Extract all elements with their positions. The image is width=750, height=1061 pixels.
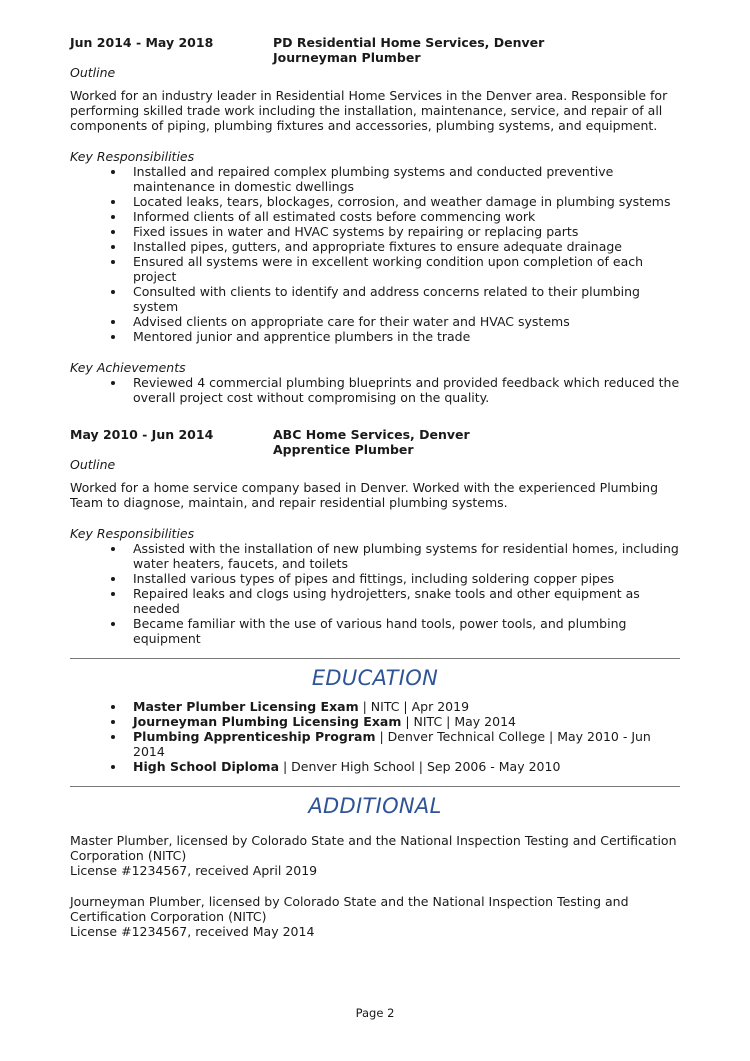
list-item: Fixed issues in water and HVAC systems by repairing or replacing parts <box>133 224 680 239</box>
list-item: Installed various types of pipes and fittings, including soldering copper pipes <box>133 571 680 586</box>
education-detail: | NITC | Apr 2019 <box>358 699 470 714</box>
education-section <box>70 658 680 774</box>
list-item: Consulted with clients to identify and address concerns related to their plumbing system <box>133 284 680 314</box>
section-divider <box>70 658 680 659</box>
job-org-block <box>273 427 680 457</box>
job-outline: Worked for a home service company based in Denver. Worked with the experienced Plumbing Team to diagnose, maintain, and repair residential plumbing systems. <box>70 480 659 510</box>
license-description: Master Plumber, licensed by Colorado State and the National Inspection Testing and Certification Corporation (NITC) <box>70 833 677 863</box>
education-name: High School Diploma <box>133 759 280 774</box>
job-header <box>70 35 680 65</box>
list-item: Advised clients on appropriate care for their water and HVAC systems <box>133 314 680 329</box>
responsibilities-list <box>70 541 680 646</box>
education-detail: | Denver High School | Sep 2006 - May 2010 <box>279 759 561 774</box>
list-item: Installed pipes, gutters, and appropriate fixtures to ensure adequate drainage <box>133 239 680 254</box>
achievements-list <box>70 375 680 405</box>
education-detail: | Denver Technical College | May 2010 - Jun 2014 <box>133 729 651 759</box>
education-detail: | NITC | May 2014 <box>401 714 516 729</box>
section-divider <box>70 786 680 787</box>
education-name: Journeyman Plumbing Licensing Exam <box>133 714 402 729</box>
education-name: Plumbing Apprenticeship Program <box>133 729 376 744</box>
list-item: Mentored junior and apprentice plumbers in the trade <box>133 329 680 344</box>
list-item: Informed clients of all estimated costs before commencing work <box>133 209 680 224</box>
license-number: License #1234567, received May 2014 <box>70 924 315 939</box>
job-dates: May 2010 - Jun 2014 <box>70 427 214 442</box>
license-description: Journeyman Plumber, licensed by Colorado State and the National Inspection Testing and Certification Corporation (NITC) <box>70 894 629 924</box>
job-entry-2 <box>70 427 680 646</box>
page-number: Page 2 <box>355 1006 395 1020</box>
list-item: Located leaks, tears, blockages, corrosion, and weather damage in plumbing systems <box>133 194 680 209</box>
list-item: Repaired leaks and clogs using hydrojetters, snake tools and other equipment as needed <box>133 586 680 616</box>
job-title: Journeyman Plumber <box>273 50 421 65</box>
job-title: Apprentice Plumber <box>273 442 414 457</box>
additional-entry-2 <box>70 894 680 939</box>
list-item: Installed and repaired complex plumbing systems and conducted preventive maintenance in domestic dwellings <box>133 164 680 194</box>
job-header <box>70 427 680 457</box>
achievements-label: Key Achievements <box>70 360 186 375</box>
job-outline: Worked for an industry leader in Residential Home Services in the Denver area. Responsible for performing skilled trade work including the installation, maintenance, service, and repair of all components of piping, plumbing fixtures and accessories, plumbing systems, and equipment. <box>70 88 668 133</box>
resume-page <box>70 35 680 939</box>
list-item: Ensured all systems were in excellent working condition upon completion of each project <box>133 254 680 284</box>
additional-heading: ADDITIONAL <box>308 794 442 818</box>
education-list <box>70 699 680 774</box>
list-item <box>133 699 680 714</box>
job-org-block <box>273 35 680 65</box>
job-company: ABC Home Services, Denver <box>273 427 470 442</box>
responsibilities-list <box>70 164 680 344</box>
list-item: Became familiar with the use of various hand tools, power tools, and plumbing equipment <box>133 616 680 646</box>
responsibilities-label: Key Responsibilities <box>70 149 195 164</box>
education-heading: EDUCATION <box>311 666 439 690</box>
list-item: Reviewed 4 commercial plumbing blueprints and provided feedback which reduced the overall project cost without compromising on the quality. <box>133 375 680 405</box>
list-item <box>133 714 680 729</box>
education-name: Master Plumber Licensing Exam <box>133 699 359 714</box>
job-entry-1 <box>70 35 680 405</box>
outline-label: Outline <box>70 65 116 80</box>
additional-section <box>70 786 680 939</box>
list-item: Assisted with the installation of new plumbing systems for residential homes, including water heaters, faucets, and toilets <box>133 541 679 571</box>
outline-label: Outline <box>70 457 116 472</box>
additional-entry-1 <box>70 833 680 878</box>
list-item <box>133 759 680 774</box>
list-item <box>133 729 680 759</box>
license-number: License #1234567, received April 2019 <box>70 863 318 878</box>
responsibilities-label: Key Responsibilities <box>70 526 195 541</box>
job-dates: Jun 2014 - May 2018 <box>70 35 214 50</box>
job-company: PD Residential Home Services, Denver <box>273 35 545 50</box>
